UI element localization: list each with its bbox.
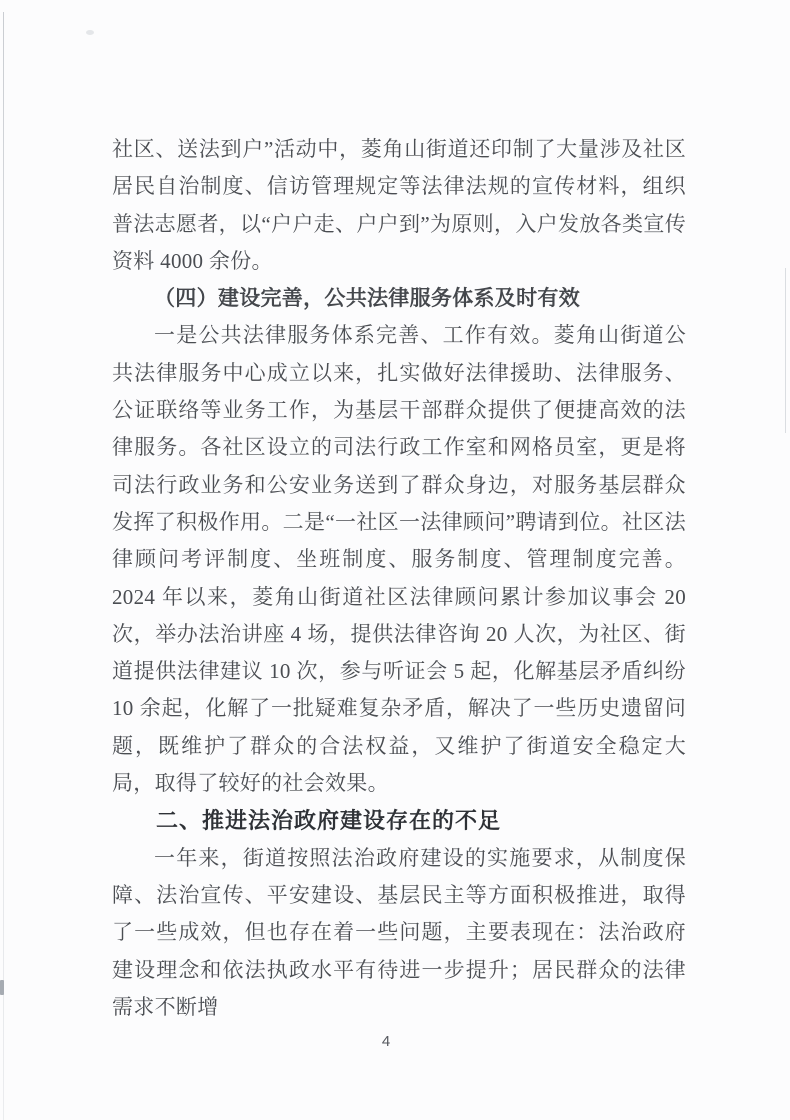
paragraph-continuation: 社区、送法到户”活动中，菱角山街道还印制了大量涉及社区居民自治制度、信访管理规定等法律法规的宣传材料，组织普法志愿者，以“户户走、户户到”为原则，入户发放各类宣传资料 4000 余份。 bbox=[112, 137, 686, 273]
part-2-paragraph: 一年来，街道按照法治政府建设的实施要求，从制度保障、法治宣传、平安建设、基层民主等方面积极推进，取得了一些成效，但也存在着一些问题，主要表现在：法治政府建设理念和依法执政水平有待进一步提升；居民群众的法律需求不断增 bbox=[112, 845, 686, 1019]
scan-edge-mark bbox=[0, 980, 4, 995]
scan-streak bbox=[785, 268, 786, 433]
page-footer bbox=[0, 1033, 772, 1051]
part-2-heading: 二、推进法治政府建设存在的不足 bbox=[156, 808, 502, 834]
page-number: 4 bbox=[381, 1033, 391, 1050]
section-4-heading: （四）建设完善，公共法律服务体系及时有效 bbox=[154, 286, 580, 311]
scan-edge-line bbox=[3, 12, 4, 1120]
scan-smudge bbox=[86, 30, 94, 35]
page-body bbox=[112, 131, 686, 1026]
section-4-paragraph: 一是公共法律服务体系完善、工作有效。菱角山街道公共法律服务中心成立以来，扎实做好法律援助、法律服务、公证联络等业务工作，为基层干部群众提供了便捷高效的法律服务。各社区设立的司法行政工作室和网格员室，更是将司法行政业务和公安业务送到了群众身边，对服务基层群众发挥了积极作用。二是“一社区一法律顾问”聘请到位。社区法律顾问考评制度、坐班制度、服务制度、管理制度完善。2024 年以来，菱角山街道社区法律顾问累计参加议事会 20 次，举办法治讲座 4 场，提供法律咨询 20 人次，为社区、街道提供法律建议 10 次，参与听证会 5 起，化解基层矛盾纠纷 10 余起，化解了一批疑难复杂矛盾，解决了一些历史遗留问题，既维护了群众的合法权益，又维护了街道安全稳定大局，取得了较好的社会效果。 bbox=[112, 323, 686, 796]
